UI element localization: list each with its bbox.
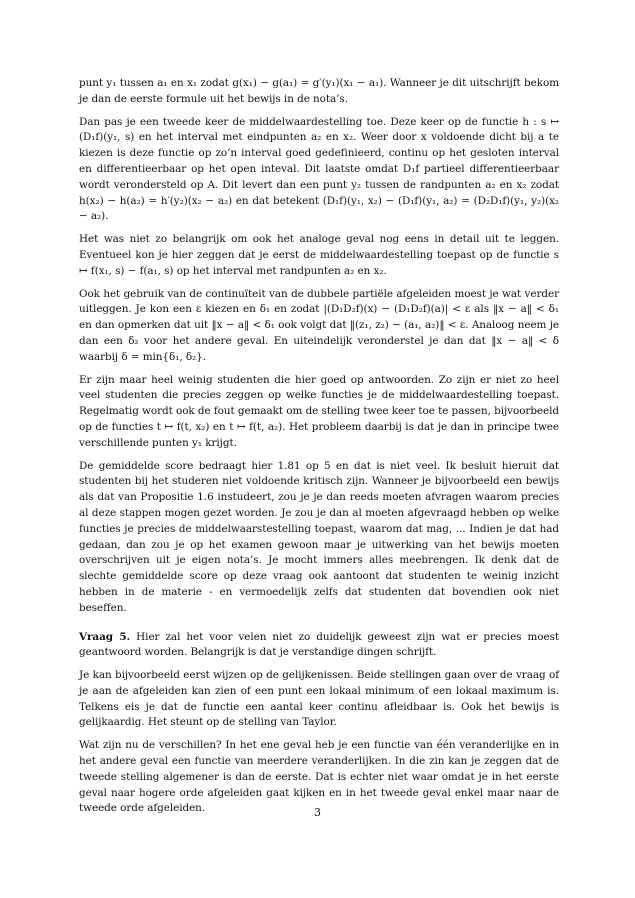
paragraph-student-errors: Er zijn maar heel weinig studenten die hier goed op antwoorden. Zo zijn er niet zo heel veel studenten die precies zeggen op welke functies je de middelwaardestelling toepast. Regelmatig wordt ook de fout gemaakt om de stelling twee keer toe te passen, bijvoorbeeld op de functies t ↦ f(t, x₂) en t ↦ f(t, a₂). Het probleem daarbij is dat je dan in principe twee verschillende punten y₁ krijgt. — [79, 373, 559, 449]
paragraph-average-score: De gemiddelde score bedraagt hier 1.81 op 5 en dat is niet veel. Ik besluit hieruit dat studenten bij het studeren niet voldoende kritisch zijn. Wanneer je bijvoorbeeld een bewijs als dat van Propositie 1.6 instudeert, zou je je dan reeds moeten afvragen waarom precies al deze stappen mogen gezet worden. Je zou je dan al moeten afgevraagd hebben op welke functies je precies de middelwaarstestelling toepast, waarom dat mag, ... Indien je dat had gedaan, dan zou je op het examen gewoon maar je uitwerking van het bewijs moeten overschrijven uit je eigen nota’s. Je mocht immers alles meebrengen. Ik denk dat de slechte gemiddelde score op deze vraag ook aantoont dat studenten te weinig inzicht hebben in de materie - en vermoedelijk zelfs dat studenten dat bovendien ook niet beseffen. — [79, 459, 559, 614]
paragraph-continuity: Ook het gebruik van de continuïteit van de dubbele partiële afgeleiden moest je wat verder uitleggen. Je kon een ε kiezen en δ₁ en zodat |(D₁D₂f)(x) − (D₁D₂f)(a)| < ε als ‖x − a‖ < δ₁ en dan opmerken dat uit ‖x − a‖ < δ₁ ook volgt dat ‖(z₁, z₂) − (a₁, a₂)‖ < ε. Analoog neem je dan een δ₂ voor het andere geval. En uiteindelijk veronderstel je dan dat ‖x − a‖ < δ waarbij δ = min{δ₁, δ₂}. — [79, 287, 559, 363]
vraag-5-label: Vraag 5. — [79, 630, 131, 643]
paragraph-analogous-case: Het was niet zo belangrijk om ook het analoge geval nog eens in detail uit te leggen. Eventueel kon je hier zeggen dat je eerst de middelwaardestelling toepast op de functie s ↦ f(x₁, s) − f(a₁, s) op het interval met randpunten a₂ en x₂. — [79, 233, 559, 277]
page-number: 3 — [314, 806, 321, 819]
paragraph-proof-step-1: punt y₁ tussen a₁ en x₁ zodat g(x₁) − g(a₁) = g′(y₁)(x₁ − a₁). Wanneer je dit uitschrijft bekom je dan de eerste formule uit het bewijs in de nota’s. — [79, 77, 559, 105]
vraag-5-text: Hier zal het voor velen niet zo duidelijk geweest zijn wat er precies moest geantwoord worden. Belangrijk is dat je verstandige dingen schrijft. — [79, 630, 559, 659]
paragraph-similarities: Je kan bijvoorbeeld eerst wijzen op de gelijkenissen. Beide stellingen gaan over de vraag of je aan de afgeleiden kan zien of een punt een lokaal minimum of een lokaal maximum is. Telkens eis je dat de functie een aantal keer continu afleidbaar is. Ook het bewijs is gelijkaardig. Het steunt op de stelling van Taylor. — [79, 669, 559, 729]
paragraph-differences: Wat zijn nu de verschillen? In het ene geval heb je een functie van één veranderlijke en in het andere geval een functie van meerdere veranderlijken. In die zin kan je zeggen dat de tweede stelling algemener is dan de eerste. Dat is echter niet waar omdat je in het eerste geval naar hogere orde afgeleiden gaat kijken en in het tweede geval enkel maar naar de tweede orde afgeleiden. — [79, 739, 559, 815]
page-content — [79, 76, 559, 824]
paragraph-vraag-5 — [79, 630, 559, 662]
paragraph-proof-step-2: Dan pas je een tweede keer de middelwaardestelling toe. Deze keer op de functie h : s ↦ (D₁f)(y₁, s) en het interval met eindpunten a₂ en x₂. Weer door x voldoende dicht bij a te kiezen is deze functie op zo’n interval goed gedefinieerd, continu op het gesloten interval en differentieerbaar op het open inteval. Dit laatste omdat D₁f partieel differentieerbaar wordt verondersteld op A. Dit levert dan een punt y₂ tussen de randpunten a₂ en x₂ zodat h(x₂) − h(a₂) = h′(y₂)(x₂ − a₂) en dat betekent (D₁f)(y₁, x₂) − (D₁f)(y₁, a₂) = (D₂D₁f)(y₁, y₂)(x₂ − a₂). — [79, 115, 559, 223]
